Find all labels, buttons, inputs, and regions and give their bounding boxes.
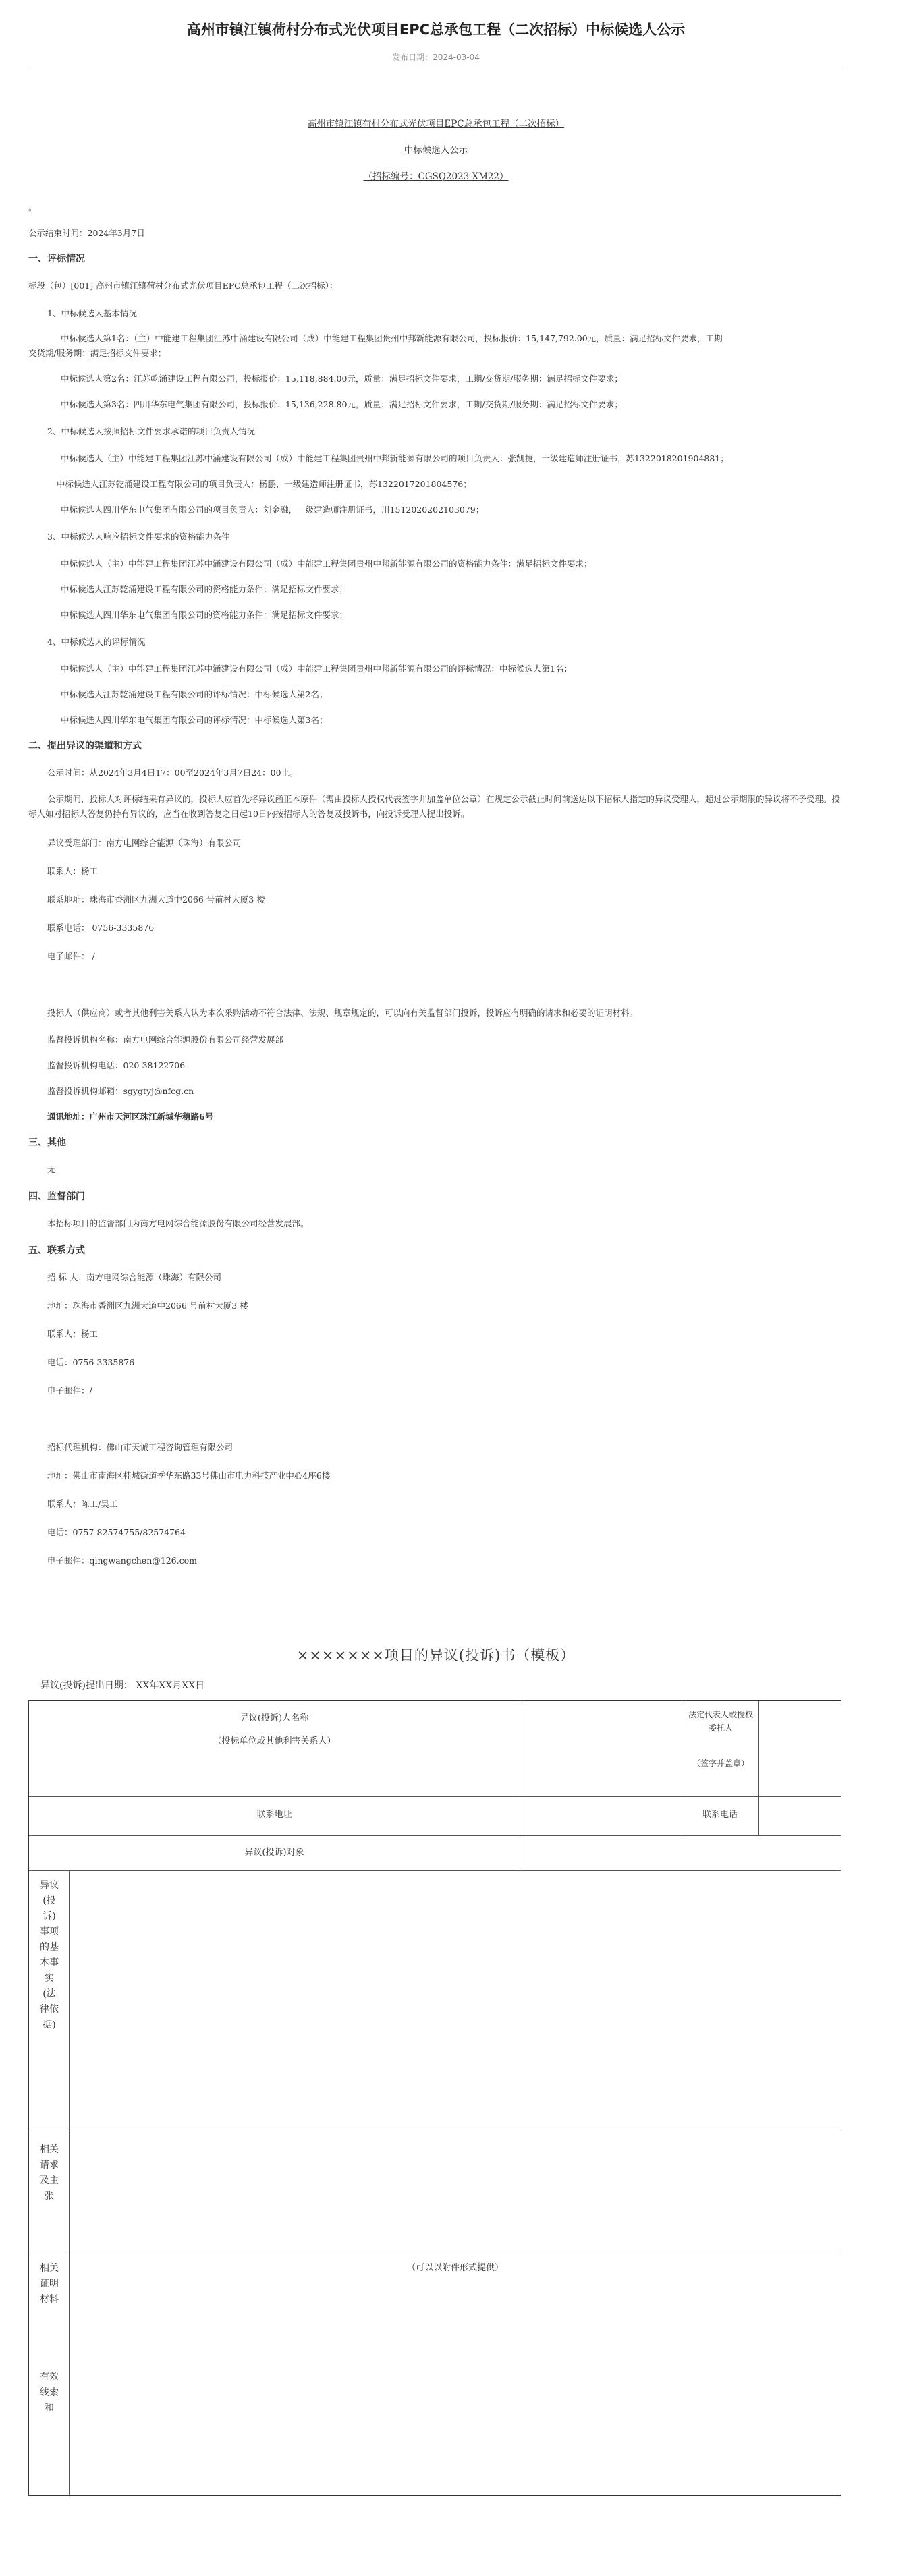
section-3-title: 三、其他 bbox=[28, 1137, 66, 1148]
tenderer-contact: 联系人：杨工 bbox=[47, 1329, 99, 1339]
eval-3: 中标候选人四川华东电气集团有限公司的评标情况：中标候选人第3名； bbox=[61, 715, 328, 725]
s1-2-title: 2、中标候选人按照招标文件要求承诺的项目负责人情况 bbox=[47, 426, 255, 436]
facts-field[interactable] bbox=[70, 1871, 841, 2131]
evidence-label: 相关证明材料 bbox=[40, 2263, 59, 2305]
publicity-period: 公示时间：从2024年3月4日17：00至2024年3月7日24：00止。 bbox=[47, 768, 298, 778]
qual-2: 中标候选人江苏乾涌建设工程有限公司的资格能力条件：满足招标文件要求； bbox=[61, 584, 348, 594]
legal-rep-field[interactable] bbox=[759, 1701, 840, 1835]
s1-3-title: 3、中标候选人响应招标文件要求的资格能力条件 bbox=[47, 532, 230, 542]
agency-address: 地址：佛山市南海区桂城街道季华东路33号佛山市电力科技产业中心4座6楼 bbox=[47, 1470, 331, 1481]
section-5-title: 五、联系方式 bbox=[28, 1245, 85, 1256]
objection-form-table bbox=[28, 1700, 841, 2496]
address-label: 联系地址 bbox=[256, 1810, 292, 1820]
section-2-title: 二、提出异议的渠道和方式 bbox=[28, 741, 142, 751]
tenderer-phone: 电话：0756-3335876 bbox=[47, 1357, 135, 1367]
pm-2: 中标候选人江苏乾涌建设工程有限公司的项目负责人：杨鹏，一级建造师注册证书，苏1322017201804576； bbox=[57, 479, 472, 489]
candidate-2: 中标候选人第2名：江苏乾涌建设工程有限公司，投标报价：15,118,884.00元，质量：满足招标文件要求，工期/交货期/服务期：满足招标文件要求； bbox=[61, 374, 623, 384]
objection-text: 公示期间，投标人对评标结果有异议的，投标人应首先将异议函正本原件（需由投标人授权代表签字并加盖单位公章）在规定公示截止时间前送达以下招标人指定的异议受理人，超过公示期限的异议将不予受理。投标人如对招标人答复仍持有异议的，应当在收到答复之日起10日内按招标人的答复及投诉书，向投诉受理人提出投诉。 bbox=[28, 794, 841, 819]
agency-contact: 联系人：陈工/吴工 bbox=[47, 1499, 118, 1509]
objection-date-line: 异议(投诉)提出日期： XX年XX月XX日 bbox=[40, 1680, 205, 1691]
lot-title: 标段（包）[001] 高州市镇江镇荷村分布式光伏项目EPC总承包工程（二次招标）： bbox=[28, 281, 338, 291]
complainant-name-label: 异议(投诉)人名称 bbox=[240, 1713, 309, 1723]
requests-label: 相关请求及主张 bbox=[40, 2144, 59, 2202]
candidate-3: 中标候选人第3名：四川华东电气集团有限公司，投标报价：15,136,228.80元，质量：满足招标文件要求，工期/交货期/服务期：满足招标文件要求； bbox=[61, 399, 623, 409]
section-3-body: 无 bbox=[47, 1164, 56, 1174]
object-label: 异议(投诉)对象 bbox=[244, 1848, 304, 1858]
pm-1: 中标候选人（主）中能建工程集团江苏中涌建设有限公司（成）中能建工程集团贵州中邦新能源有限公司的项目负责人：张凯捷，一级建造师注册证书，苏1322018201904881； bbox=[61, 453, 729, 463]
complainant-name-field[interactable] bbox=[520, 1701, 682, 1796]
tender-number[interactable]: （招标编号：CGSQ2023-XM22） bbox=[363, 171, 509, 182]
supervisor-name: 监督投诉机构名称：南方电网综合能源股份有限公司经营发展部 bbox=[47, 1035, 284, 1045]
pm-3: 中标候选人四川华东电气集团有限公司的项目负责人：刘金融，一级建造师注册证书，川1512020202103079； bbox=[61, 505, 485, 515]
agency-name: 招标代理机构：佛山市天诚工程咨询管理有限公司 bbox=[47, 1442, 233, 1452]
supervisor-address: 通讯地址：广州市天河区珠江新城华穗路6号 bbox=[47, 1112, 214, 1122]
dot-mark: 。 bbox=[28, 202, 37, 212]
supervisor-phone: 监督投诉机构电话：020-38122706 bbox=[47, 1060, 186, 1070]
objection-email: 电子邮件： / bbox=[47, 951, 95, 961]
end-time: 公示结束时间：2024年3月7日 bbox=[28, 228, 145, 238]
agency-email: 电子邮件：qingwangchen@126.com bbox=[47, 1555, 197, 1566]
complaint-text: 投标人（供应商）或者其他利害关系人认为本次采购活动不符合法律、法规、规章规定的，可以向有关监督部门投诉，投诉应有明确的请求和必要的证明材料。 bbox=[47, 1008, 638, 1018]
tenderer-name: 招 标 人：南方电网综合能源（珠海）有限公司 bbox=[47, 1272, 221, 1282]
section-4-title: 四、监督部门 bbox=[28, 1191, 85, 1202]
attachment-note: （可以以附件形式提供） bbox=[406, 2263, 503, 2273]
legal-rep-label: 法定代表人或授权委托人 bbox=[688, 1710, 753, 1733]
objection-address: 联系地址：珠海市香洲区九洲大道中2066 号前村大厦3 楼 bbox=[47, 894, 265, 905]
eval-1: 中标候选人（主）中能建工程集团江苏中涌建设有限公司（成）中能建工程集团贵州中邦新能源有限公司的评标情况：中标候选人第1名； bbox=[61, 664, 572, 674]
address-field[interactable] bbox=[520, 1797, 682, 1835]
requests-field[interactable] bbox=[70, 2131, 841, 2254]
section-4-body: 本招标项目的监督部门为南方电网综合能源股份有限公司经营发展部。 bbox=[47, 1218, 309, 1228]
objection-dept: 异议受理部门：南方电网综合能源（珠海）有限公司 bbox=[47, 838, 242, 848]
facts-label: 异议(投诉)事项的基本事实(法律依据) bbox=[40, 1880, 59, 2030]
supervisor-email: 监督投诉机构邮箱：sgygtyj@nfcg.cn bbox=[47, 1086, 194, 1096]
object-field[interactable] bbox=[520, 1836, 841, 1870]
announcement-subtitle[interactable]: 中标候选人公示 bbox=[404, 145, 468, 156]
tenderer-address: 地址：珠海市香洲区九洲大道中2066 号前村大厦3 楼 bbox=[47, 1300, 248, 1311]
complainant-name-sublabel: （投标单位或其他利害关系人） bbox=[213, 1736, 336, 1746]
page-title: 高州市镇江镇荷村分布式光伏项目EPC总承包工程（二次招标）中标候选人公示 bbox=[186, 22, 686, 38]
phone-label: 联系电话 bbox=[702, 1810, 738, 1820]
publish-date: 发布日期：2024-03-04 bbox=[392, 53, 480, 62]
agency-phone: 电话：0757-82574755/82574764 bbox=[47, 1527, 186, 1537]
objection-form-title: ×××××××项目的异议(投诉)书（模板） bbox=[296, 1647, 576, 1663]
evidence-label-2: 有效线索和 bbox=[40, 2372, 59, 2413]
candidate-1: 中标候选人第1名：（主）中能建工程集团江苏中涌建设有限公司（成）中能建工程集团贵州中邦新能源有限公司，投标报价：15,147,792.00元，质量：满足招标文件要求，工期 bbox=[61, 333, 723, 343]
s1-4-title: 4、中标候选人的评标情况 bbox=[47, 637, 146, 647]
objection-phone: 联系电话： 0756-3335876 bbox=[47, 923, 155, 933]
objection-contact: 联系人：杨工 bbox=[47, 866, 99, 876]
candidate-1-cont: 交货期/服务期：满足招标文件要求； bbox=[28, 348, 167, 358]
sign-note: （签字并盖章） bbox=[692, 1758, 749, 1768]
project-name-link[interactable]: 高州市镇江镇荷村分布式光伏项目EPC总承包工程（二次招标） bbox=[307, 119, 565, 130]
s1-1-title: 1、中标候选人基本情况 bbox=[47, 308, 137, 318]
qual-1: 中标候选人（主）中能建工程集团江苏中涌建设有限公司（成）中能建工程集团贵州中邦新能源有限公司的资格能力条件：满足招标文件要求； bbox=[61, 559, 592, 569]
tenderer-email: 电子邮件：/ bbox=[47, 1385, 92, 1396]
section-1-title: 一、评标情况 bbox=[28, 254, 85, 264]
qual-3: 中标候选人四川华东电气集团有限公司的资格能力条件：满足招标文件要求； bbox=[61, 610, 348, 620]
eval-2: 中标候选人江苏乾涌建设工程有限公司的评标情况：中标候选人第2名； bbox=[61, 689, 328, 699]
